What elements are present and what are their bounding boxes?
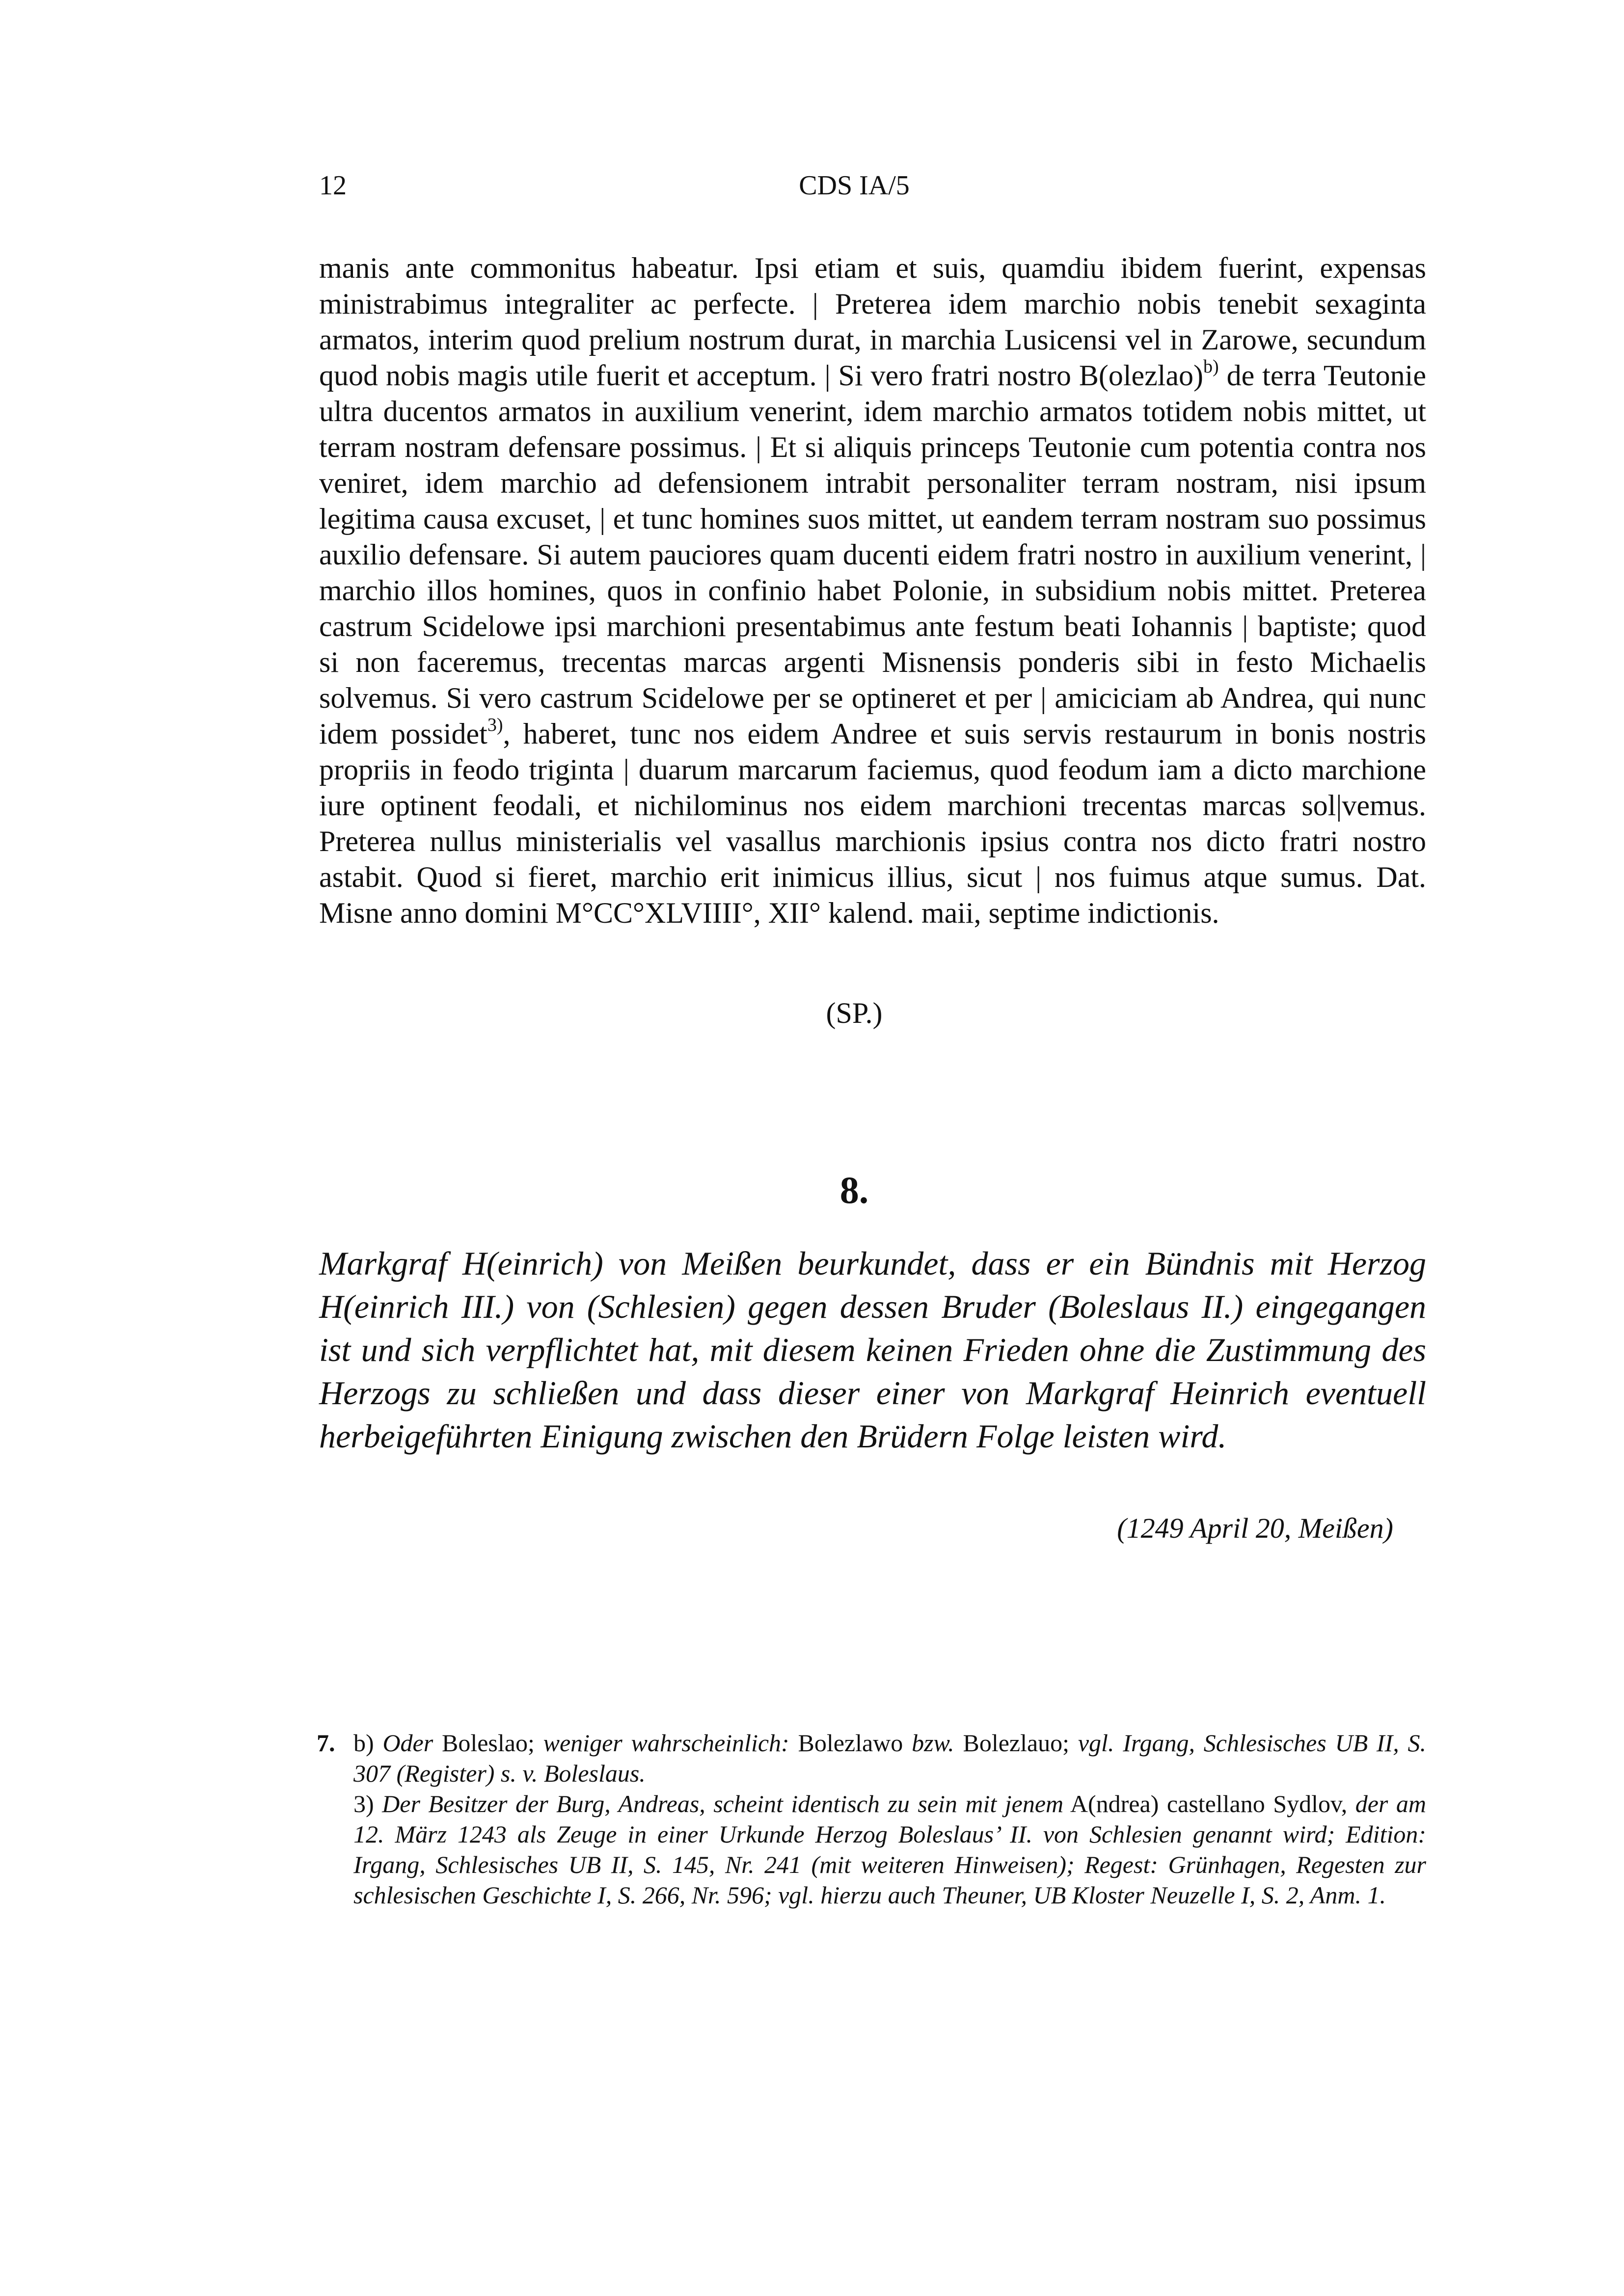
footnote-document-ref: 7.: [317, 1729, 335, 1757]
footnote-label: 3): [353, 1790, 382, 1817]
charter-text-part-1: manis ante commonitus habeatur. Ipsi etiam et suis, quamdiu ibidem fuerint, expensas ministrabimus integraliter ac perfecte. | Preterea idem marchio nobis tenebit sexaginta armatos, interim quod prelium nostrum durat, in marchia Lusicensi vel in Zarowe, secundum quod nobis magis utile fuerit et acceptum. | Si vero fratri nostro B(olezlao): [319, 252, 1426, 392]
footnotes: [317, 1728, 1426, 1910]
footnote-3: [353, 1789, 1426, 1910]
footnote-text: Bolezlauo;: [954, 1729, 1078, 1757]
running-title: CDS IA/5: [799, 170, 910, 201]
footnote-mark-3: 3): [487, 715, 503, 735]
document-date: (1249 April 20, Meißen): [1117, 1512, 1393, 1544]
footnote-text: Bolezlawo: [789, 1729, 912, 1757]
charter-text: [319, 250, 1426, 931]
charter-text-part-3: , haberet, tunc nos eidem Andree et suis servis restaurum in bonis nostris propriis in feodo triginta | duarum marcarum faciemus, quod feodum iam a dicto marchione iure optinent feodali, et nichilominus nos eidem marchioni trecentas marcas sol|vemus. Preterea nullus ministerialis vel vasallus marchionis ipsius contra nos dicto fratri nostro astabit. Quod si fieret, marchio erit inimicus illius, sicut | nos fuimus atque sumus. Dat. Misne anno domini M°CC°XLVIIII°, XII° kalend. maii, septime indictionis.: [319, 718, 1427, 929]
footnote-label: b): [353, 1729, 383, 1757]
charter-text-part-2: de terra Teutonie ultra ducentos armatos in auxilium venerint, idem marchio armatos totidem nobis mittet, ut terram nostram defensare possimus. | Et si aliquis princeps Teutonie cum potentia contra nos veniret, idem marchio ad defensionem intrabit personaliter terram nostram, nisi ipsum legitima causa excuset, | et tunc homines suos mittet, ut eandem terram nostram suo possimus auxilio defensare. Si autem pauciores quam ducenti eidem fratri nostro in auxilium venerint, | marchio illos homines, quos in confinio habet Polonie, in subsidium nobis mittet. Preterea castrum Scidelowe ipsi marchioni presentabimus ante festum beati Iohannis | baptiste; quod si non faceremus, trecentas marcas argenti Misnensis ponderis sibi in festo Michaelis solvemus. Si vero castrum Scidelowe per se optineret et per | amiciciam ab Andrea, qui nunc idem possidet: [319, 359, 1426, 750]
footnote-mark-b: b): [1203, 356, 1219, 377]
document-number: 8.: [839, 1169, 869, 1211]
footnote-text: Boleslao;: [433, 1729, 543, 1757]
footnote-text: weniger wahrscheinlich:: [543, 1729, 789, 1757]
footnote-text: der am 12. März 1243 als Zeuge in einer Urkunde Herzog Boleslaus’ II. von Schlesien genannt wird; Edition: Irgang, Schlesisches UB II, S. 145, Nr. 241 (mit weiteren Hinweisen); Regest: Grünhagen, Regesten zur schlesischen Geschichte I, S. 266, Nr. 596; vgl. hierzu auch Theuner, UB Kloster Neuzelle I, S. 2, Anm. 1.: [353, 1790, 1426, 1909]
footnote-text: Der Besitzer der Burg, Andreas, scheint identisch zu sein mit jenem: [382, 1790, 1064, 1817]
regest-text: Markgraf H(einrich) von Meißen beurkundet, dass er ein Bündnis mit Herzog H(einrich III.) von (Schlesien) gegen dessen Bruder (Boleslaus II.) eingegangen ist und sich verpflichtet hat, mit diesem keinen Frieden ohne die Zustimmung des Herzogs zu schließen und dass dieser einer von Markgraf Heinrich eventuell herbeigeführten Einigung zwischen den Brüdern Folge leisten wird.: [319, 1245, 1426, 1455]
footnote-text: Oder: [382, 1729, 433, 1757]
footnote-b: [317, 1728, 1426, 1789]
regest: [319, 1242, 1426, 1458]
page-number: 12: [319, 170, 347, 201]
charter-paragraph: [319, 250, 1426, 931]
seal-mark: (SP.): [826, 997, 883, 1029]
footnote-text: A(ndrea) castellano Sydlov,: [1063, 1790, 1355, 1817]
footnote-text: vgl. Irgang, Schlesisches UB II, S. 307 (Register) s. v. Boleslaus.: [353, 1729, 1426, 1787]
footnote-text: bzw.: [912, 1729, 954, 1757]
